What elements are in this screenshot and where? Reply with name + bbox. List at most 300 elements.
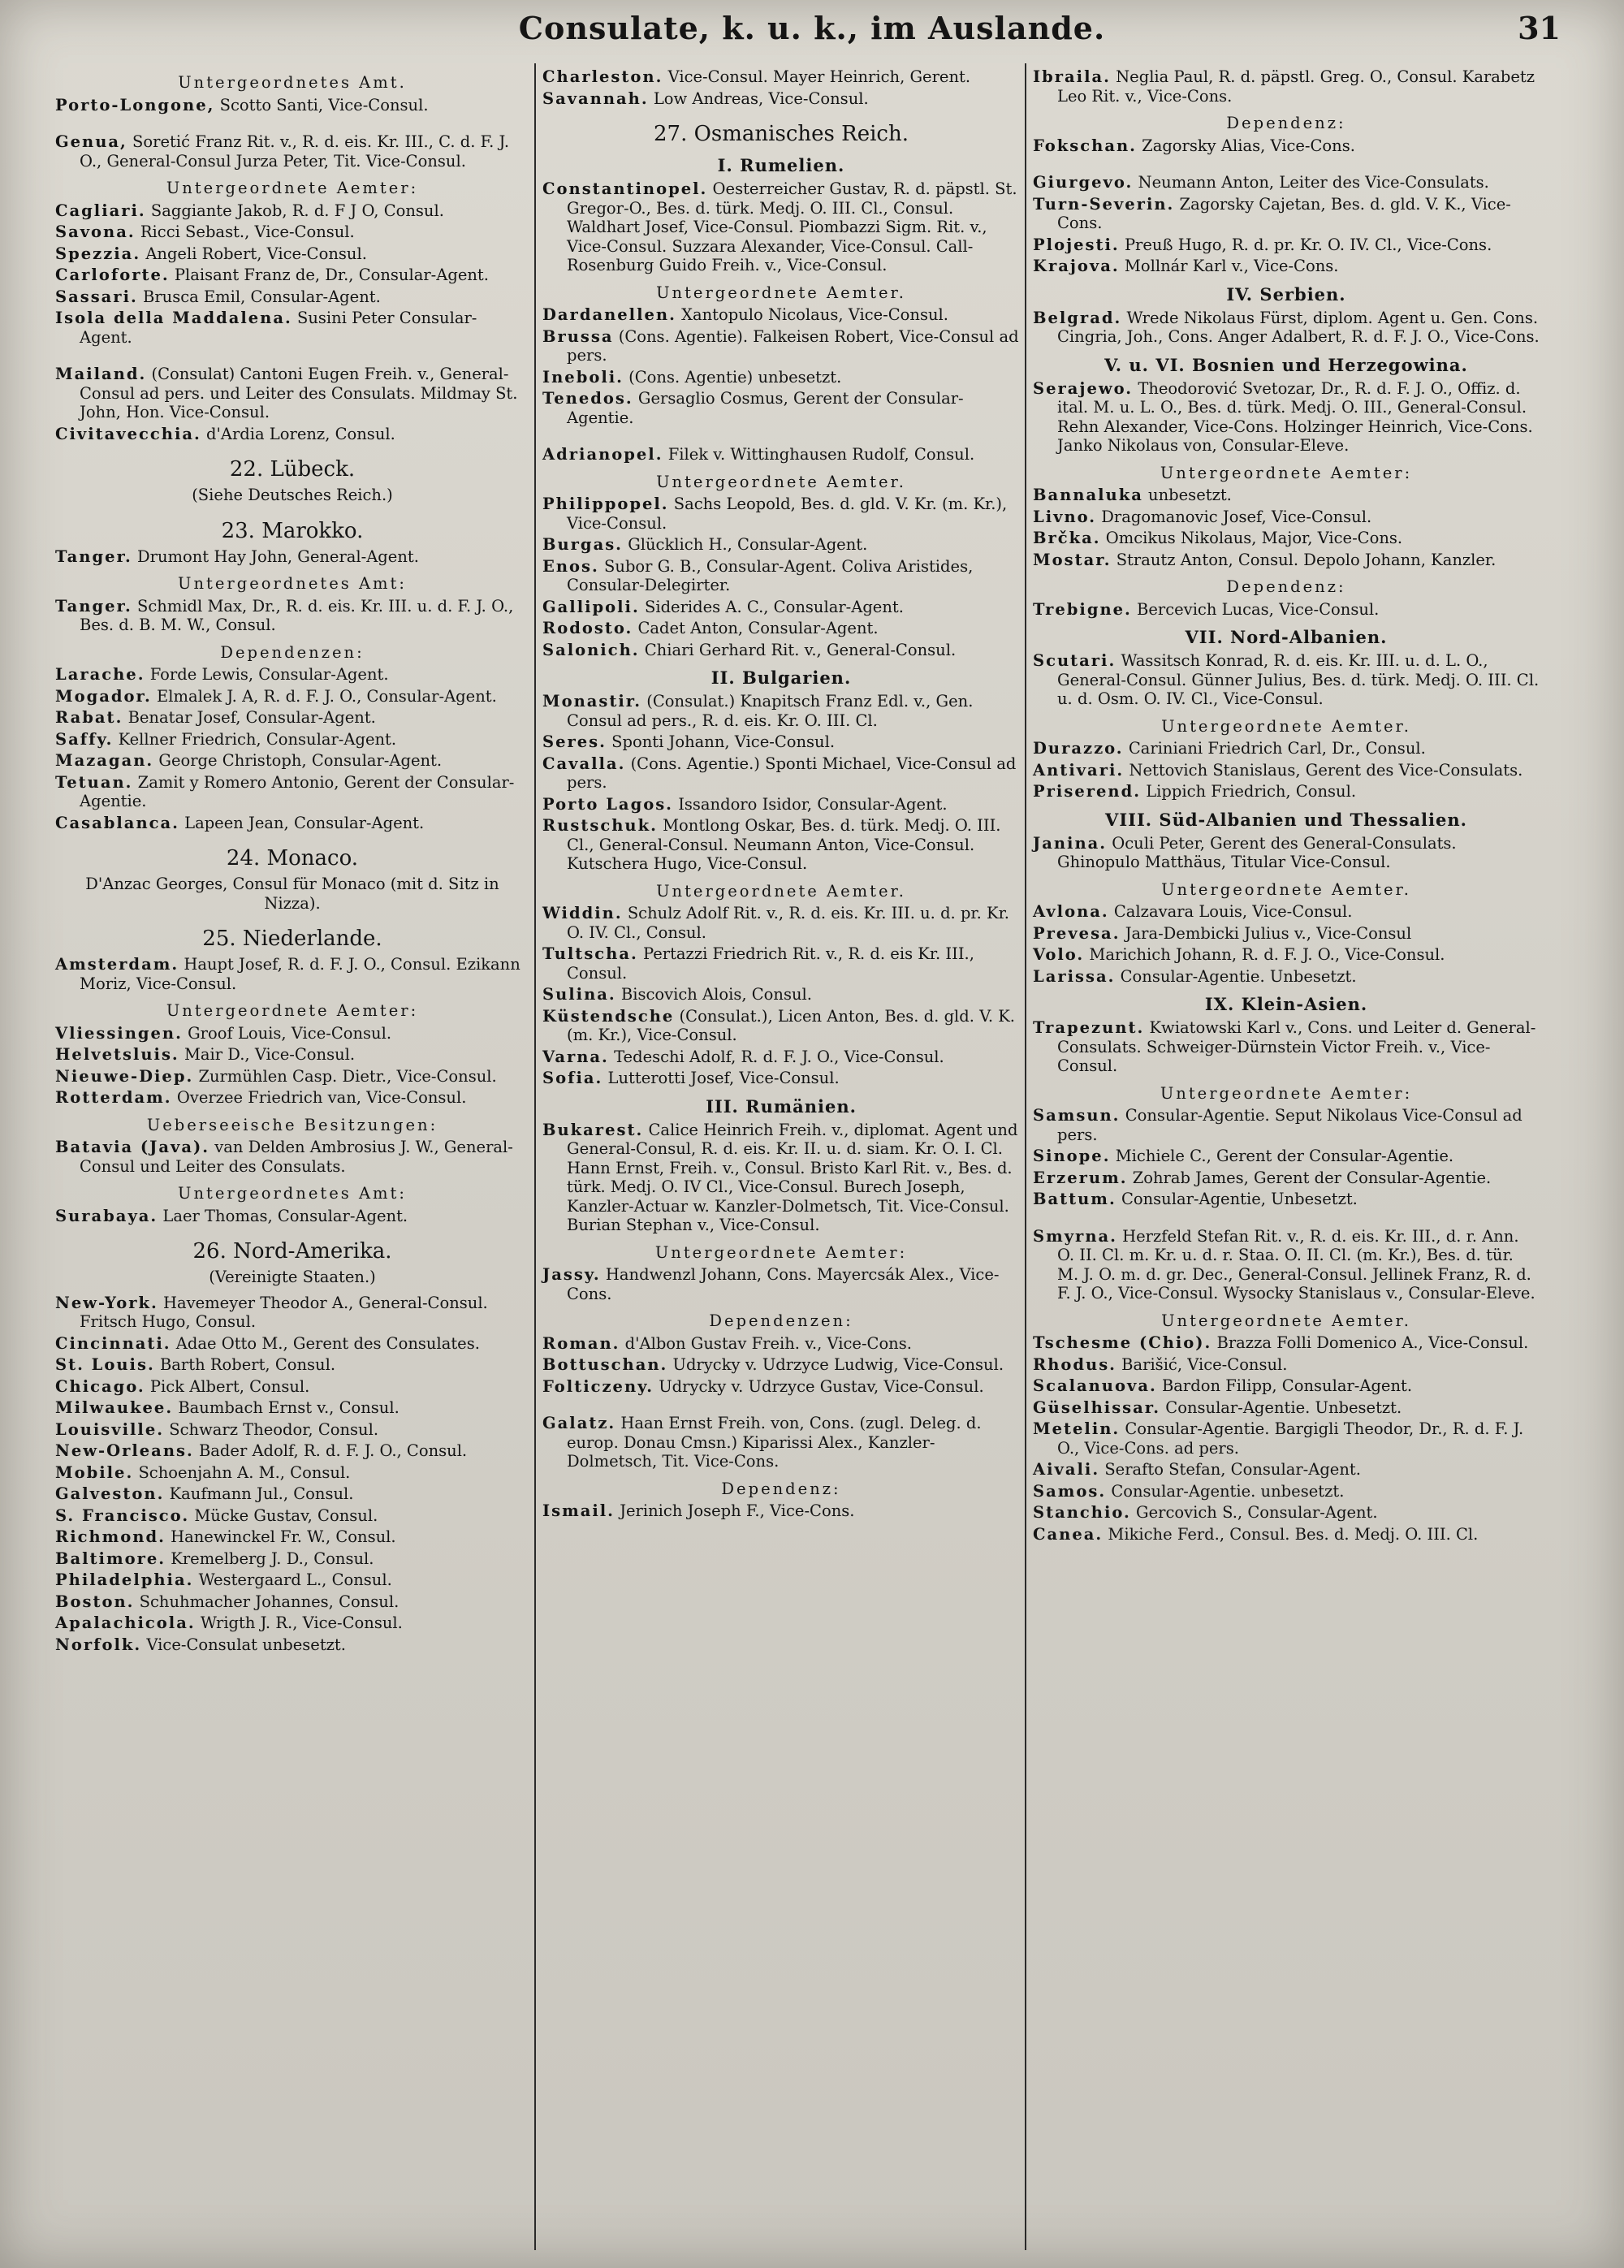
place-name: Fokschan.	[1033, 136, 1137, 155]
place-name: Richmond.	[55, 1527, 166, 1546]
consulate-entry	[55, 547, 529, 567]
entry-details: Ricci Sebast., Vice-Consul.	[140, 222, 355, 241]
note-text: D'Anzac Georges, Consul für Monaco (mit d. Sitz in Nizza).	[85, 875, 499, 913]
place-name: Galveston.	[55, 1484, 165, 1503]
entry-details: Pertazzi Friedrich Rit. v., R. d. eis Kr. III., Consul.	[567, 944, 974, 983]
entry-details: Schwarz Theodor, Consul.	[169, 1419, 379, 1439]
consulate-entry	[55, 597, 529, 635]
place-name: New-York.	[55, 1293, 158, 1312]
entry-details: Oculi Peter, Gerent des General-Consulats. Ghinopulo Matthäus, Titular Vice-Consul.	[1057, 833, 1457, 871]
entry-details: Kaufmann Jul., Consul.	[169, 1484, 354, 1503]
entry-details: (Consulat.) Knapitsch Franz Edl. v., Gen. Consul ad pers., R. d. eis. Kr. O. III. Cl.	[567, 692, 974, 730]
place-name: Philadelphia.	[55, 1570, 194, 1589]
entry-details: Wassitsch Konrad, R. d. eis. Kr. III. u. d. L. O., General-Consul. Günner Julius, Bes. d. türk. Medj. O. III. Cl. u. d. Osm. O. IV. Cl., Vice-Consul.	[1057, 651, 1540, 708]
place-name: Ineboli.	[542, 367, 624, 387]
entry-details: Sachs Leopold, Bes. d. gld. V. Kr. (m. Kr.), Vice-Consul.	[567, 495, 1008, 533]
entry-details: Michiele C., Gerent der Consular-Agentie.	[1115, 1147, 1454, 1165]
place-name: Genua,	[55, 132, 127, 151]
consulate-entry	[542, 535, 1020, 555]
place-name: Salonich.	[542, 640, 640, 659]
entry-details: Mollnár Karl v., Vice-Cons.	[1124, 257, 1339, 275]
consulate-entry	[1033, 1460, 1540, 1480]
place-name: Smyrna.	[1033, 1226, 1117, 1246]
consulate-entry	[55, 1420, 529, 1440]
page-header	[49, 5, 1575, 52]
entry-details: Cadet Anton, Consular-Agent.	[637, 619, 879, 637]
consulate-entry	[542, 1007, 1020, 1045]
entry-details: Tedeschi Adolf, R. d. F. J. O., Vice-Consul.	[614, 1047, 944, 1066]
column-2	[538, 65, 1025, 2249]
place-name: Burgas.	[542, 535, 623, 554]
place-name: Scutari.	[1033, 651, 1116, 670]
place-name: Jassy.	[542, 1265, 601, 1284]
place-name: Porto Lagos.	[542, 794, 673, 814]
subsection-label: Untergeordnete Aemter.	[656, 472, 906, 491]
region-heading: VIII. Süd-Albanien und Thessalien.	[1105, 809, 1467, 830]
entry-details: Consular-Agentie. unbesetzt.	[1111, 1481, 1345, 1501]
spacer	[1033, 1212, 1540, 1225]
place-name: Giurgevo.	[1033, 173, 1134, 192]
entry-details: Schuhmacher Johannes, Consul.	[139, 1592, 400, 1611]
place-name: Roman.	[542, 1333, 620, 1353]
consulate-entry	[55, 1355, 529, 1375]
consulate-entry	[542, 904, 1020, 942]
place-name: Carloforte.	[55, 266, 170, 284]
entry-details: Strautz Anton, Consul. Depolo Johann, Kanzler.	[1116, 550, 1497, 569]
place-name: Brčka.	[1033, 529, 1101, 547]
consulate-entry	[55, 1377, 529, 1397]
place-name: Tultscha.	[542, 944, 638, 963]
place-name: Bottuschan.	[542, 1355, 668, 1374]
subsection-label: Untergeordnetes Amt:	[178, 574, 407, 593]
consulate-entry	[55, 1592, 529, 1612]
place-name: Bannaluka	[1033, 486, 1143, 504]
entry-details: Elmalek J. A, R. d. F. J. O., Consular-Agent.	[156, 686, 497, 706]
place-name: Nieuwe-Diep.	[55, 1066, 194, 1086]
entry-details: Susini Peter Consular-Agent.	[80, 309, 477, 347]
place-name: Ibraila.	[1033, 67, 1111, 86]
place-name: Galatz.	[542, 1414, 616, 1432]
place-name: Avlona.	[1033, 902, 1109, 921]
region-heading: V. u. VI. Bosnien und Herzegowina.	[1104, 354, 1468, 375]
country-heading: 26. Nord-Amerika.	[192, 1239, 392, 1264]
place-name: Savona.	[55, 222, 136, 241]
entry-details: Neumann Anton, Leiter des Vice-Consulats.	[1138, 173, 1489, 192]
consulate-entry	[55, 708, 529, 728]
region-heading: VII. Nord-Albanien.	[1185, 627, 1388, 647]
place-name: Philippopel.	[542, 495, 669, 513]
consulate-entry	[542, 1355, 1020, 1375]
consulate-entry	[55, 751, 529, 771]
subsection-label: Untergeordnete Aemter:	[166, 1001, 419, 1020]
consulate-entry	[1033, 257, 1540, 276]
consulate-entry	[1033, 67, 1540, 106]
entry-details: Barth Robert, Consul.	[159, 1355, 336, 1374]
place-name: Livno.	[1033, 507, 1097, 526]
place-name: Widdin.	[542, 904, 623, 922]
consulate-entry	[542, 598, 1020, 617]
entry-details: Xantopulo Nicolaus, Vice-Consul.	[681, 305, 948, 324]
entry-details: Jara-Dembicki Julius v., Vice-Consul	[1125, 923, 1412, 943]
place-name: Rabat.	[55, 708, 123, 727]
place-name: Tetuan.	[55, 772, 133, 792]
consulate-entry	[1033, 529, 1540, 548]
place-name: Trebigne.	[1033, 599, 1132, 619]
entry-details: Haupt Josef, R. d. F. J. O., Consul. Ezikann Moriz, Vice-Consul.	[80, 955, 520, 993]
consulate-entry	[1033, 486, 1540, 505]
consulate-entry	[542, 985, 1020, 1004]
place-name: Enos.	[542, 556, 599, 576]
place-name: Stanchio.	[1033, 1503, 1131, 1522]
consulate-entry	[542, 1048, 1020, 1067]
spacer	[1033, 158, 1540, 171]
entry-details: Pick Albert, Consul.	[149, 1376, 310, 1396]
consulate-entry	[542, 944, 1020, 983]
column-divider	[534, 63, 536, 2250]
consulate-entry	[1033, 739, 1540, 758]
entry-details: Saggiante Jakob, R. d. F J O, Consul.	[150, 201, 444, 220]
consulate-entry	[1033, 967, 1540, 987]
place-name: New-Orleans.	[55, 1441, 194, 1460]
subsection-label: Dependenzen:	[220, 642, 365, 662]
entry-details: d'Ardia Lorenz, Consul.	[206, 424, 395, 443]
place-name: Trapezunt.	[1033, 1018, 1145, 1037]
place-name: Mazagan.	[55, 751, 154, 770]
place-name: Milwaukee.	[55, 1398, 174, 1417]
country-heading: 24. Monaco.	[226, 846, 359, 870]
entry-details: Hanewinckel Fr. W., Consul.	[171, 1527, 396, 1546]
entry-details: Kwiatowski Karl v., Cons. und Leiter d. General-Consulats. Schweiger-Dürnstein Victor Freih. v., Vice-Consul.	[1057, 1018, 1536, 1075]
consulate-entry	[1033, 761, 1540, 780]
place-name: Gallipoli.	[542, 597, 640, 616]
consulate-entry	[1033, 1503, 1540, 1523]
consulate-entry	[55, 1334, 529, 1354]
consulate-entry	[1033, 1169, 1540, 1188]
entry-details: Udrycky v. Udrzyce Ludwig, Vice-Consul.	[672, 1355, 1004, 1374]
place-name: Sofia.	[542, 1069, 603, 1087]
consulate-entry	[542, 327, 1020, 365]
entry-details: Theodorović Svetozar, Dr., R. d. F. J. O., Offiz. d. ital. M. u. L. O., Bes. d. türk. Medj. O. III., General-Consul. Rehn Alexander, Vice-Cons. Holzinger Heinrich, Vice-Cons. Janko Nikolaus von, Consular-Eleve.	[1057, 378, 1533, 455]
entry-details: Zagorsky Cajetan, Bes. d. gld. V. K., Vice-Cons.	[1057, 194, 1511, 232]
entry-details: Consular-Agentie. Unbesetzt.	[1165, 1398, 1402, 1417]
spacer	[542, 430, 1020, 443]
entry-details: Glücklich H., Consular-Agent.	[628, 535, 868, 554]
entry-details: Baumbach Ernst v., Consul.	[178, 1398, 400, 1417]
place-name: Battum.	[1033, 1190, 1116, 1208]
place-name: Apalachicola.	[55, 1614, 196, 1632]
entry-details: Bercevich Lucas, Vice-Consul.	[1137, 599, 1380, 619]
entry-details: (Cons. Agentie). Falkeisen Robert, Vice-Consul ad pers.	[567, 326, 1019, 365]
entry-details: Nettovich Stanislaus, Gerent des Vice-Consulats.	[1129, 760, 1523, 780]
subsection-label: Untergeordnete Aemter.	[1161, 716, 1411, 736]
consulate-entry	[1033, 136, 1540, 156]
entry-details: Chiari Gerhard Rit. v., General-Consul.	[644, 640, 957, 659]
place-name: Sulina.	[542, 985, 616, 1004]
consulate-entry	[1033, 1398, 1540, 1418]
consulate-entry	[55, 1506, 529, 1526]
consulate-entry	[55, 1398, 529, 1418]
place-name: St. Louis.	[55, 1355, 155, 1374]
entry-details: Lippich Friedrich, Consul.	[1146, 782, 1357, 801]
consulate-entry	[55, 201, 529, 221]
entry-details: Gercovich S., Consular-Agent.	[1136, 1503, 1378, 1522]
consulate-entry	[1033, 551, 1540, 570]
consulate-entry	[55, 730, 529, 750]
entry-details: Wrede Nikolaus Fürst, diplom. Agent u. Gen. Cons. Cingria, Joh., Cons. Anger Adalbert, R. d. F. J. O., Vice-Cons.	[1057, 308, 1540, 346]
consulate-entry	[55, 244, 529, 264]
consulate-entry	[542, 754, 1020, 793]
consulate-entry	[542, 445, 1020, 464]
entry-details: Udrycky v. Udrzyce Gustav, Vice-Consul.	[659, 1376, 984, 1396]
place-name: Güselhissar.	[1033, 1398, 1161, 1417]
consulate-entry	[542, 1121, 1020, 1235]
column-divider	[1025, 63, 1026, 2250]
place-name: Casablanca.	[55, 813, 179, 832]
place-name: Boston.	[55, 1592, 135, 1611]
place-name: Samsun.	[1033, 1106, 1121, 1125]
place-name: Isola della Maddalena.	[55, 309, 292, 327]
subsection-label: Untergeordnete Aemter:	[1160, 463, 1413, 482]
entry-details: d'Albon Gustav Freih. v., Vice-Cons.	[624, 1333, 912, 1353]
entry-details: Forde Lewis, Consular-Agent.	[149, 665, 389, 684]
page-number: 31	[1518, 10, 1561, 46]
country-heading: 27. Osmanisches Reich.	[654, 122, 909, 146]
consulate-entry	[1033, 1355, 1540, 1375]
entry-details: Consular-Agentie. Seput Nikolaus Vice-Consul ad pers.	[1057, 1106, 1522, 1144]
consulate-entry	[55, 365, 529, 422]
subsection-label: Untergeordnetes Amt:	[178, 1184, 407, 1203]
entry-details: Haan Ernst Freih. von, Cons. (zugl. Deleg. d. europ. Donau Cmsn.) Kiparissi Alex., Kanzler-Dolmetsch, Tit. Vice-Cons.	[567, 1414, 982, 1471]
entry-details: (Cons. Agentie.) Sponti Michael, Vice-Consul ad pers.	[567, 754, 1017, 792]
entry-details: (Cons. Agentie) unbesetzt.	[628, 367, 842, 387]
place-name: Küstendsche	[542, 1006, 675, 1026]
consulate-entry	[55, 1570, 529, 1590]
consulate-entry	[55, 1463, 529, 1483]
entry-details: Lutterotti Josef, Vice-Consul.	[607, 1069, 840, 1087]
place-name: Vliessingen.	[55, 1023, 183, 1043]
entry-details: Issandoro Isidor, Consular-Agent.	[678, 794, 948, 814]
place-name: Sassari.	[55, 287, 138, 306]
consulate-entry	[55, 773, 529, 811]
entry-details: Filek v. Wittinghausen Rudolf, Consul.	[667, 445, 975, 464]
place-name: Saffy.	[55, 729, 114, 749]
place-name: Rustschuk.	[542, 816, 658, 835]
place-name: Savannah.	[542, 89, 649, 108]
entry-details: Vice-Consulat unbesetzt.	[146, 1635, 346, 1654]
place-name: Rotterdam.	[55, 1088, 172, 1107]
entry-details: Mikiche Ferd., Consul. Bes. d. Medj. O. III. Cl.	[1108, 1524, 1479, 1544]
consulate-entry	[1033, 1333, 1540, 1353]
consulate-entry	[55, 1484, 529, 1504]
subsection-label: Untergeordnetes Amt.	[178, 73, 407, 92]
consulate-entry	[542, 795, 1020, 814]
entry-details: Herzfeld Stefan Rit. v., R. d. eis. Kr. III., d. r. Ann. O. II. Cl. m. Kr. u. d. r. Staa. O. II. Cl. (m. Kr.), Bes. d. tür. M. J. O. m. d. gr. Dec., General-Consul. Jellinek Franz, R. d. F. J. O., Vice-Consul. Wysocky Stanislaus v., Consular-Eleve.	[1057, 1226, 1535, 1302]
subsection-label: Untergeordnete Aemter:	[166, 179, 419, 197]
place-name: Batavia (Java).	[55, 1138, 209, 1156]
place-name: Antivari.	[1033, 760, 1125, 780]
entry-details: Preuß Hugo, R. d. pr. Kr. O. IV. Cl., Vice-Cons.	[1124, 235, 1492, 254]
entry-details: Cariniani Friedrich Carl, Dr., Consul.	[1128, 739, 1426, 758]
place-name: Bukarest.	[542, 1120, 644, 1139]
consulate-entry	[1033, 834, 1540, 872]
page-title: Consulate, k. u. k., im Auslande.	[518, 10, 1106, 46]
consulate-entry	[1033, 1147, 1540, 1166]
place-name: Varna.	[542, 1047, 609, 1066]
entry-details: Wrigth J. R., Vice-Consul.	[200, 1614, 403, 1632]
consulate-entry	[55, 266, 529, 285]
consulate-entry	[542, 305, 1020, 325]
entry-details: Soretić Franz Rit. v., R. d. eis. Kr. III., C. d. F. J. O., General-Consul Jurza Peter, Tit. Vice-Consul.	[80, 132, 510, 171]
consulate-entry	[55, 1088, 529, 1108]
consulate-entry	[55, 132, 529, 171]
subsection-label: Untergeordnete Aemter:	[1160, 1083, 1413, 1103]
entry-details: Bader Adolf, R. d. F. J. O., Consul.	[198, 1441, 468, 1460]
consulate-entry	[55, 687, 529, 706]
place-name: Spezzia.	[55, 244, 141, 263]
consulate-entry	[55, 425, 529, 444]
consulate-entry	[1033, 1018, 1540, 1076]
consulate-entry	[542, 732, 1020, 752]
consulate-entry	[55, 96, 529, 115]
subsection-label: Untergeordnete Aemter.	[1161, 879, 1411, 899]
entry-details: Omcikus Nikolaus, Major, Vice-Cons.	[1105, 529, 1403, 547]
entry-details: Brusca Emil, Consular-Agent.	[142, 287, 381, 306]
entry-details: Zagorsky Alias, Vice-Cons.	[1142, 136, 1355, 155]
consulate-entry	[542, 816, 1020, 874]
consulate-entry	[1033, 379, 1540, 456]
consulate-entry	[542, 1334, 1020, 1354]
entry-details: Sponti Johann, Vice-Consul.	[611, 732, 836, 751]
place-name: Norfolk.	[55, 1635, 142, 1654]
country-heading: 22. Lübeck.	[229, 457, 356, 482]
consulate-entry	[542, 1414, 1020, 1471]
consulate-entry	[1033, 1190, 1540, 1209]
place-name: Monastir.	[542, 692, 642, 711]
spacer	[55, 349, 529, 362]
entry-details: Mücke Gustav, Consul.	[194, 1506, 378, 1525]
subsection-label: Untergeordnete Aemter.	[656, 881, 906, 901]
place-name: Dardanellen.	[542, 305, 676, 324]
place-name: S. Francisco.	[55, 1506, 190, 1525]
place-name: Surabaya.	[55, 1206, 158, 1225]
entry-details: Serafto Stefan, Consular-Agent.	[1104, 1460, 1361, 1479]
entry-details: Drumont Hay John, General-Agent.	[136, 546, 419, 566]
place-name: Baltimore.	[55, 1549, 166, 1568]
entry-details: Zamit y Romero Antonio, Gerent der Consular-Agentie.	[80, 772, 515, 810]
place-name: Porto-Longone,	[55, 95, 215, 114]
place-name: Metelin.	[1033, 1419, 1121, 1438]
consulate-entry	[542, 1501, 1020, 1521]
consulate-entry	[55, 1067, 529, 1086]
entry-details: Neglia Paul, R. d. päpstl. Greg. O., Consul. Karabetz Leo Rit. v., Vice-Cons.	[1057, 67, 1535, 106]
entry-details: Mair D., Vice-Consul.	[184, 1045, 356, 1064]
place-name: Tenedos.	[542, 389, 633, 408]
entry-details: Angeli Robert, Vice-Consul.	[145, 244, 367, 263]
consulate-entry	[55, 1294, 529, 1332]
place-name: Mogador.	[55, 686, 152, 706]
place-name: Turn-Severin.	[1033, 194, 1175, 214]
consulate-entry	[1033, 508, 1540, 527]
subsection-label: Dependenz:	[1226, 577, 1346, 596]
entry-details: van Delden Ambrosius J. W., General-Consul und Leiter des Consulats.	[80, 1138, 513, 1176]
entry-details: Zurmühlen Casp. Dietr., Vice-Consul.	[198, 1066, 497, 1086]
consulate-entry	[1033, 600, 1540, 620]
entry-details: Kellner Friedrich, Consular-Agent.	[118, 729, 397, 749]
subsection-label: Dependenz:	[721, 1479, 841, 1498]
consulate-entry	[1033, 1482, 1540, 1501]
place-name: Larissa.	[1033, 966, 1116, 986]
column-3	[1028, 65, 1544, 2249]
consulate-entry	[542, 89, 1020, 109]
consulate-entry	[55, 665, 529, 685]
consulate-entry	[55, 955, 529, 993]
consulate-entry	[542, 557, 1020, 595]
place-name: Serajewo.	[1033, 378, 1134, 398]
entry-details: (Consulat) Cantoni Eugen Freih. v., General-Consul ad pers. und Leiter des Consulats. Mildmay St. John, Hon. Vice-Consul.	[80, 365, 518, 421]
consulate-entry	[542, 692, 1020, 730]
place-name: Aivali.	[1033, 1460, 1100, 1479]
consulate-entry	[55, 309, 529, 347]
entry-details: (Consulat.), Licen Anton, Bes. d. gld. V. K. (m. Kr.), Vice-Consul.	[567, 1006, 1016, 1044]
entry-details: Handwenzl Johann, Cons. Mayercsák Alex., Vice-Cons.	[567, 1265, 1000, 1303]
consulate-entry	[542, 1069, 1020, 1088]
place-name: Mobile.	[55, 1462, 134, 1482]
region-heading: IV. Serbien.	[1226, 283, 1346, 305]
entry-details: Barišić, Vice-Consul.	[1121, 1354, 1288, 1374]
consulate-entry	[1033, 1106, 1540, 1144]
place-name: Prevesa.	[1033, 923, 1121, 943]
country-heading: 25. Niederlande.	[202, 927, 382, 951]
consulate-entry	[542, 1377, 1020, 1397]
place-name: Brussa	[542, 326, 614, 346]
entry-details: Scotto Santi, Vice-Consul.	[219, 95, 429, 114]
consulate-entry	[55, 1614, 529, 1633]
place-name: Adrianopel.	[542, 445, 663, 464]
consulate-entry	[542, 641, 1020, 660]
entry-details: Schmidl Max, Dr., R. d. eis. Kr. III. u. d. F. J. O., Bes. d. B. M. W., Consul.	[80, 596, 514, 634]
region-heading: II. Bulgarien.	[710, 667, 852, 688]
place-name: Durazzo.	[1033, 739, 1124, 758]
consulate-entry	[1033, 1227, 1540, 1303]
place-name: Janina.	[1033, 833, 1108, 853]
consulate-entry	[1033, 1525, 1540, 1544]
spacer	[55, 117, 529, 130]
consulate-entry	[1033, 924, 1540, 944]
entry-details: George Christoph, Consular-Agent.	[158, 751, 443, 770]
place-name: Rodosto.	[542, 619, 633, 637]
place-name: Cagliari.	[55, 201, 146, 220]
entry-details: unbesetzt.	[1148, 486, 1232, 504]
place-name: Charleston.	[542, 67, 663, 86]
subsection-label: Untergeordnete Aemter.	[1161, 1311, 1411, 1330]
consulate-entry	[542, 67, 1020, 87]
entry-details: Siderides A. C., Consular-Agent.	[644, 597, 904, 616]
consulate-entry	[55, 287, 529, 307]
place-name: Seres.	[542, 732, 607, 751]
place-name: Cavalla.	[542, 754, 626, 773]
place-name: Folticzeny.	[542, 1376, 654, 1396]
entry-details: Zohrab James, Gerent der Consular-Agentie.	[1132, 1168, 1492, 1187]
place-name: Volo.	[1033, 945, 1085, 964]
consulate-entry	[55, 222, 529, 242]
consulate-entry	[55, 1527, 529, 1547]
entry-details: Oesterreicher Gustav, R. d. päpstl. St. Gregor-O., Bes. d. türk. Medj. O. III. Cl., Consul. Waldhart Josef, Vice-Consul. Piombazzi Sigm. Rit. v., Vice-Consul. Suzzara Alexander, Vice-Consul. Call-Rosenburg Guido Freih. v., Vice-Consul.	[567, 179, 1017, 274]
consulate-entry	[542, 389, 1020, 427]
consulate-entry	[1033, 235, 1540, 255]
entry-details: Overzee Friedrich van, Vice-Consul.	[176, 1088, 467, 1107]
place-name: Tanger.	[55, 546, 132, 566]
entry-details: Consular-Agentie. Bargigli Theodor, Dr., R. d. F. J. O., Vice-Cons. ad pers.	[1057, 1419, 1524, 1458]
